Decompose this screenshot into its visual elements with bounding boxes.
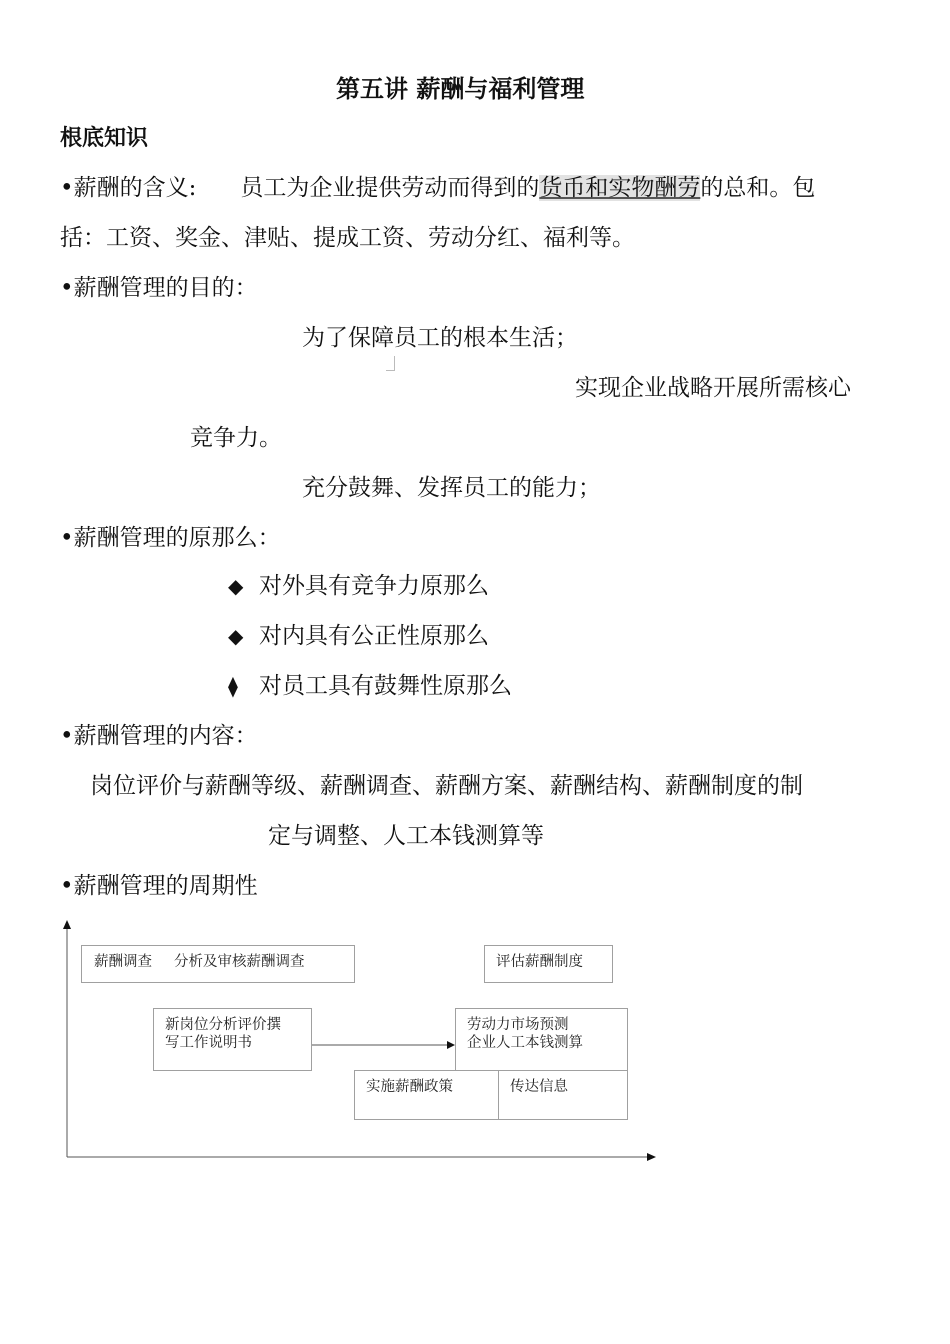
cycle-label: •薪酬管理的周期性 xyxy=(60,873,258,899)
diamond-bullet-icon: ◆ xyxy=(228,574,244,598)
box-implement-text: 实施薪酬政策 xyxy=(366,1079,453,1095)
definition-highlight: 货币和实物酬劳 xyxy=(539,175,701,201)
section-heading: 根底知识 xyxy=(60,126,149,151)
box-text: 分析及审核薪酬调查 xyxy=(174,954,305,970)
definition-label: •薪酬的含义: xyxy=(60,175,197,201)
diamond-bullet-icon: ⧫ xyxy=(228,674,238,698)
definition-line-2: 括：工资、奖金、津贴、提成工资、劳动分红、福利等。 xyxy=(60,225,635,251)
box-salary-survey-text xyxy=(94,953,305,971)
purpose-item-2: 实现企业战略开展所需核心 xyxy=(575,375,851,401)
y-axis-arrow-icon xyxy=(63,920,71,929)
definition-text-end: 的总和。包 xyxy=(700,175,816,201)
box-job-analysis-line-2: 写工作说明书 xyxy=(165,1035,252,1051)
flow-arrow-icon xyxy=(447,1041,455,1049)
principle-text: 对内具有公正性原那么 xyxy=(259,623,489,649)
box-job-analysis-line-1: 新岗位分析评价撰 xyxy=(165,1017,281,1033)
x-axis-arrow-icon xyxy=(647,1153,656,1161)
principle-text: 对员工具有鼓舞性原那么 xyxy=(259,673,512,699)
content-line-2: 定与调整、人工本钱测算等 xyxy=(268,823,544,849)
purpose-item-1: 为了保障员工的根本生活； xyxy=(302,325,578,351)
box-market-line-2: 企业人工本钱测算 xyxy=(467,1035,583,1051)
purpose-item-3: 充分鼓舞、发挥员工的能力； xyxy=(302,475,601,501)
content-line-1: 岗位评价与薪酬等级、薪酬调查、薪酬方案、薪酬结构、薪酬制度的制 xyxy=(90,773,803,799)
definition-text: 员工为企业提供劳动而得到的 xyxy=(240,175,540,201)
box-text: 薪酬调查 xyxy=(94,954,152,970)
box-evaluate-text: 评估薪酬制度 xyxy=(496,954,583,970)
principle-text: 对外具有竞争力原那么 xyxy=(259,573,489,599)
purpose-item-2-cont: 竞争力。 xyxy=(190,425,282,451)
content-label: •薪酬管理的内容： xyxy=(60,723,258,749)
diamond-bullet-icon: ◆ xyxy=(228,624,244,648)
box-communicate-text: 传达信息 xyxy=(510,1079,568,1095)
page-title: 第五讲 薪酬与福利管理 xyxy=(336,75,585,103)
box-market-line-1: 劳动力市场预测 xyxy=(467,1017,569,1033)
purpose-label: •薪酬管理的目的： xyxy=(60,275,258,301)
principles-label: •薪酬管理的原那么： xyxy=(60,525,281,551)
